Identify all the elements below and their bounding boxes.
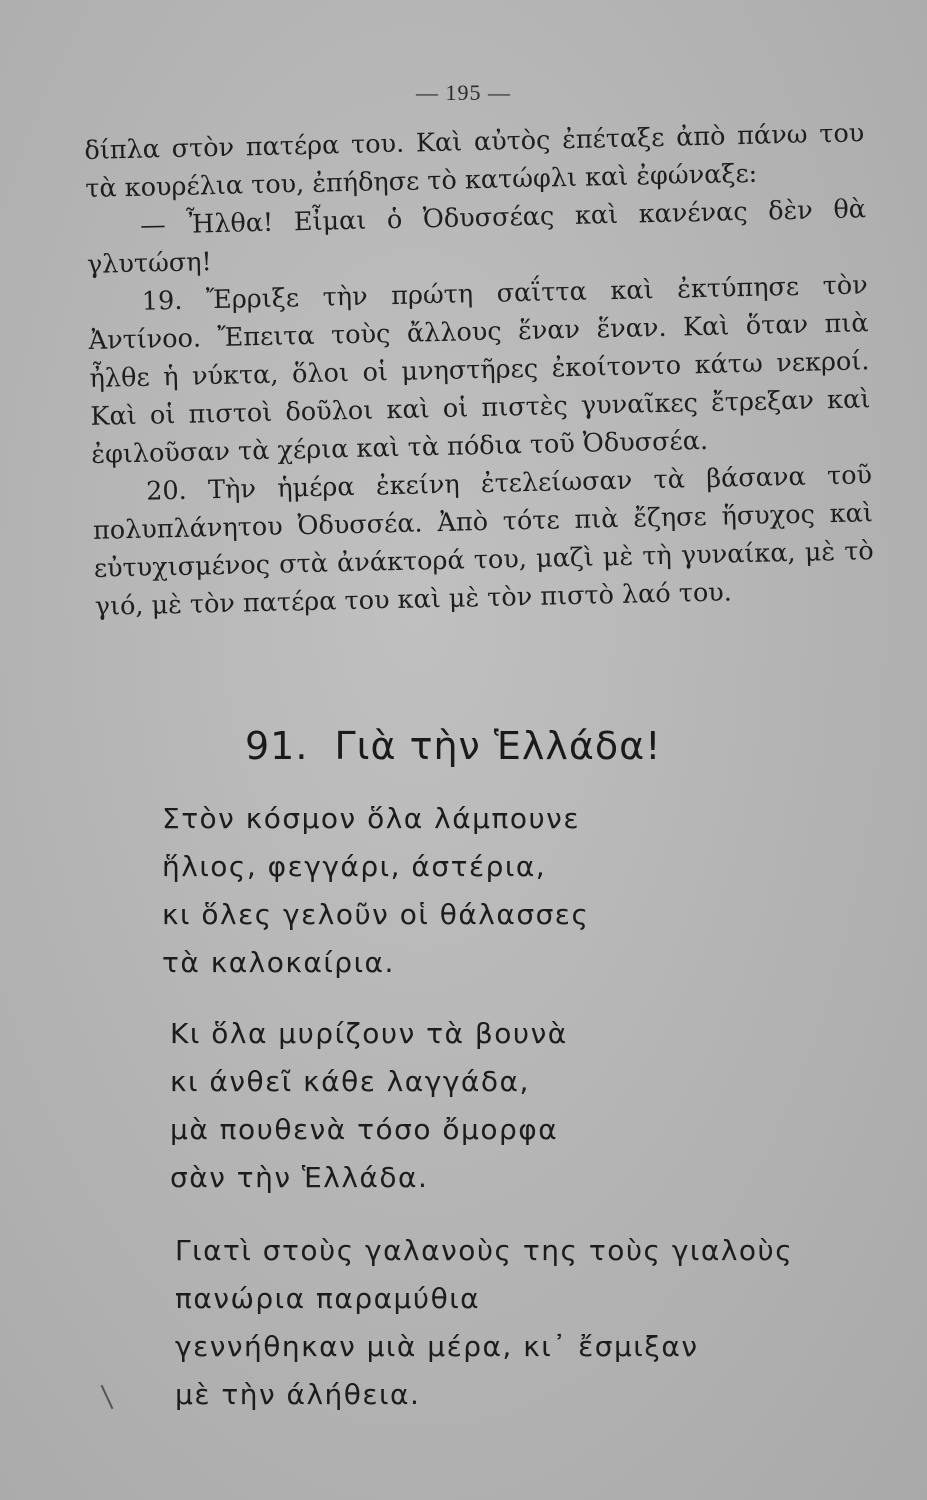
poem-line: κι άνθεῖ κάθε λαγγάδα, (170, 1065, 530, 1098)
margin-pencil-mark (101, 1385, 114, 1409)
poem-stanza (162, 795, 589, 987)
page-number: — 195 — (416, 80, 511, 105)
poem-line: μὲ τὴν άλήθεια. (175, 1378, 421, 1411)
prose-paragraph: 20. Τὴν ἡμέρα ἐκείνη ἐτελείωσαν τὰ βάσανα τοῦ πολυπλάνητου Ὀδυσσέα. Ἀπὸ τότε πιὰ ἔζησε ἥσυχος καὶ εὐτυχισμένος στὰ ἀνάκτορά του, μαζὶ μὲ τὴ γυναίκα, μὲ τὸ γιό, μὲ τὸν πατέρα του καὶ μὲ τὸν πιστὸ λαό του. (92, 460, 875, 622)
poem-line: ἥλιος, φεγγάρι, άστέρια, (162, 850, 547, 883)
poem-heading (245, 724, 661, 768)
poem-line: Γιατὶ στοὺς γαλανοὺς της τοὺς γιαλοὺς (175, 1234, 794, 1267)
poem-line: κι ὅλες γελοῦν οἱ θάλασσες (162, 898, 590, 931)
poem-line: τὰ καλοκαίρια. (162, 946, 395, 979)
poem-line: πανώρια παραμύθια (175, 1282, 481, 1315)
prose-paragraph: δίπλα στὸν πατέρα του. Καὶ αὐτὸς ἐπέταξε ἀπὸ πάνω του τὰ κουρέλια του, ἐπήδησε τὸ κατώφλι καὶ ἐφώναξε: (84, 118, 865, 204)
prose-paragraph: 19. Ἔρριξε τὴν πρώτη σαΐττα καὶ ἐκτύπησε τὸν Ἀντίνοο. Ἔπειτα τοὺς ἄλλους ἕναν ἕναν. Καὶ ὅταν πιὰ ἦλθε ἡ νύκτα, ὅλοι οἱ μνηστῆρες ἐκοίτοντο κάτω νεκροί. Καὶ οἱ πιστοὶ δοῦλοι καὶ οἱ πιστὲς γυναῖκες ἔτρεξαν καὶ ἐφιλοῦσαν τὰ χέρια καὶ τὰ πόδια τοῦ Ὀδυσσέα. (88, 270, 871, 470)
poem-line: Κι ὅλα μυρίζουν τὰ βουνὰ (170, 1017, 568, 1050)
poem-number: 91. (245, 724, 309, 768)
poem-line: γεννήθηκαν μιὰ μέρα, κι᾽ ἔσμιξαν (175, 1330, 699, 1363)
prose-paragraph: — Ἦλθα! Εἶμαι ὁ Ὀδυσσέας καὶ κανένας δὲν θὰ γλυτώση! (86, 194, 867, 280)
poem-line: σὰν τὴν Ἑλλάδα. (170, 1161, 429, 1194)
poem-line: μὰ πουθενὰ τόσο ὄμορφα (170, 1113, 559, 1146)
prose-section (84, 114, 875, 626)
poem-line: Στὸν κόσμον ὅλα λάμπουνε (162, 802, 580, 835)
poem-stanza (170, 1010, 568, 1202)
poem-stanza (175, 1227, 793, 1419)
poem-title: Γιὰ τὴν Ἑλλάδα! (334, 724, 662, 768)
